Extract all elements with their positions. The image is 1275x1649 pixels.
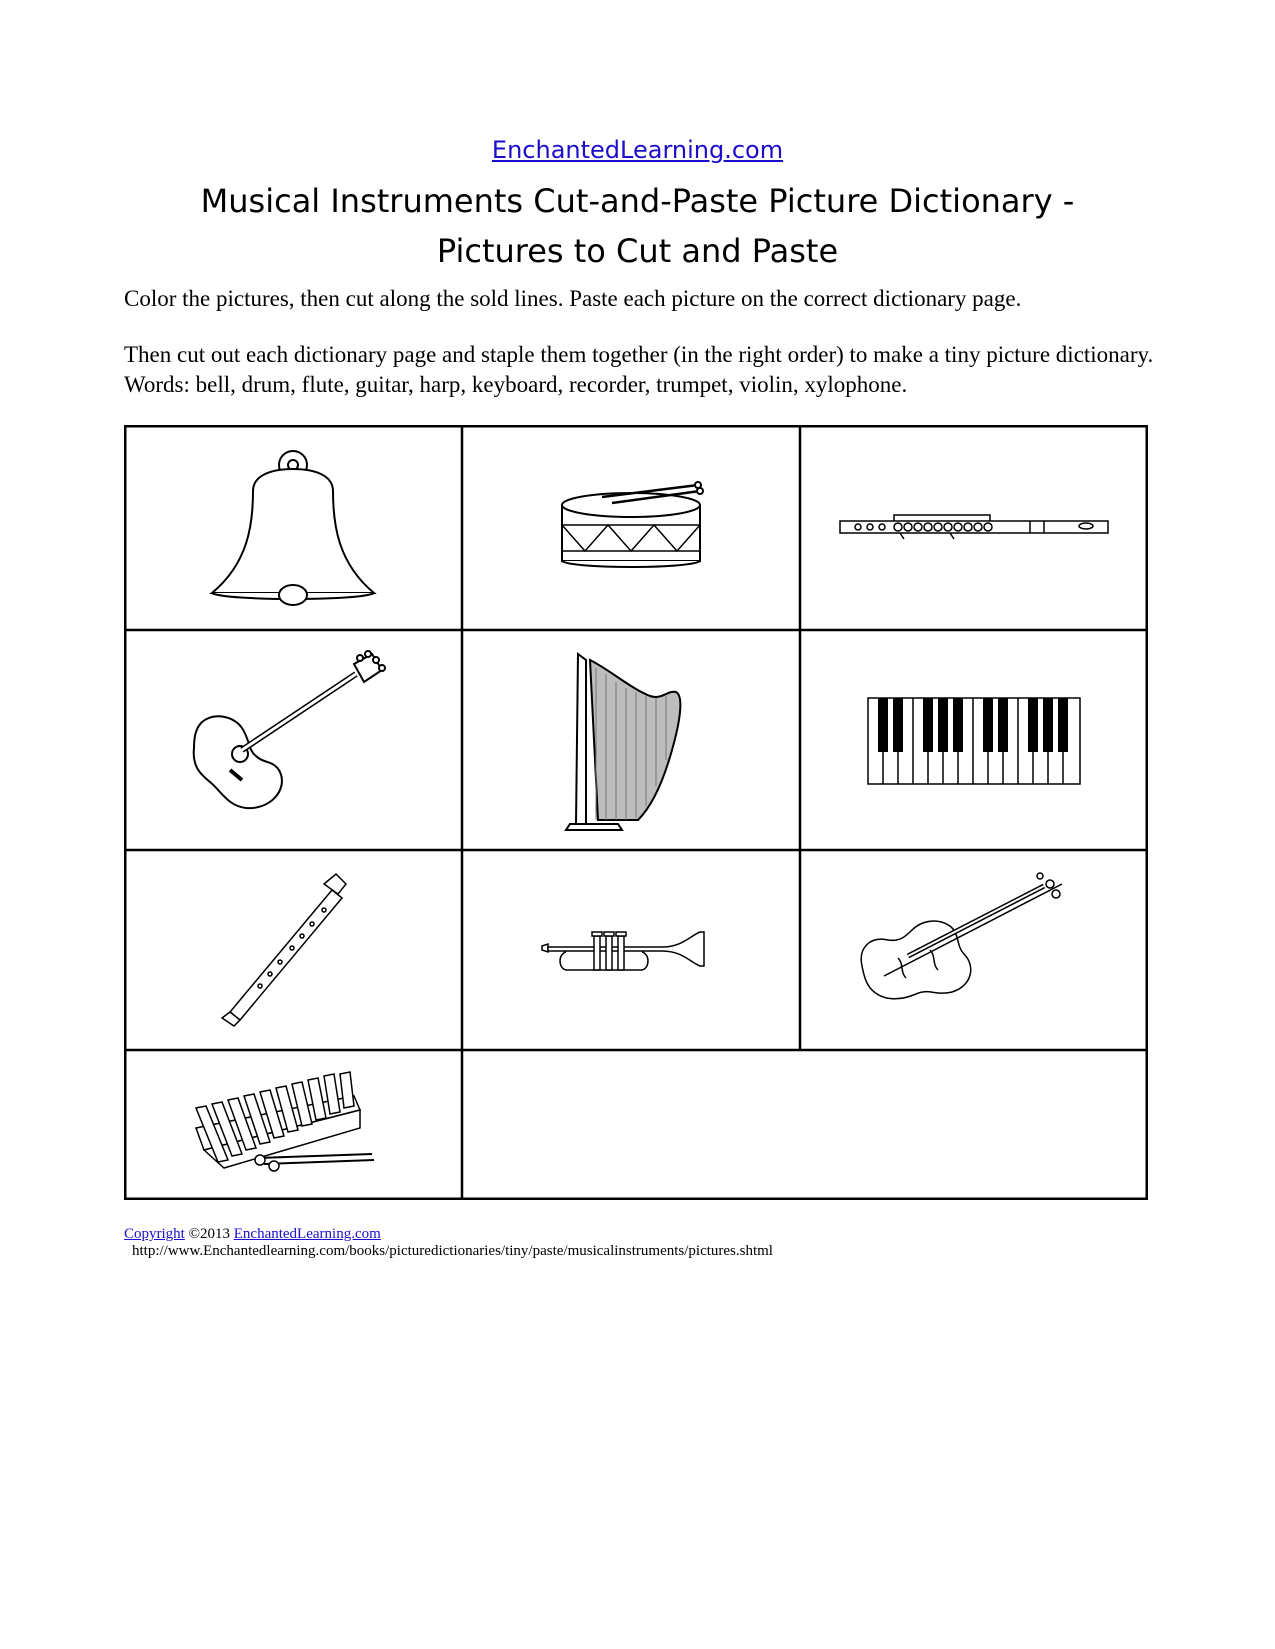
instructions-paragraph-1: Color the pictures, then cut along the sold lines. Paste each picture on the correct dictionary page. (124, 286, 1022, 311)
picture-grid (124, 425, 1148, 1200)
page-url: http://www.Enchantedlearning.com/books/picturedictionaries/tiny/paste/musicalinstruments/pictures.shtml (132, 1243, 773, 1259)
site-link[interactable]: EnchantedLearning.com (491, 136, 784, 164)
picture-cell-xylophone[interactable] (124, 1050, 462, 1200)
picture-cell-harp[interactable] (462, 630, 800, 850)
copyright-link[interactable]: Copyright (124, 1226, 185, 1242)
recorder-icon (124, 850, 462, 1050)
keyboard-icon (800, 630, 1148, 850)
picture-cell-trumpet[interactable] (462, 850, 800, 1050)
violin-icon (800, 850, 1148, 1050)
picture-cell-violin[interactable] (800, 850, 1148, 1050)
picture-cell-guitar[interactable] (124, 630, 462, 850)
picture-cell-drum[interactable] (462, 425, 800, 630)
footer (124, 1226, 773, 1260)
instructions-paragraph-2: Then cut out each dictionary page and staple them together (in the right order) to make a tiny picture dictionary. Words: bell, drum, flute, guitar, harp, keyboard, recorder, trumpet, violin, xylophone. (124, 342, 1154, 397)
drum-icon (462, 425, 800, 630)
xylophone-icon (124, 1050, 462, 1200)
page-title (120, 176, 1155, 276)
title-line-1: Musical Instruments Cut-and-Paste Picture Dictionary - (200, 182, 1075, 220)
picture-cell-recorder[interactable] (124, 850, 462, 1050)
title-line-2: Pictures to Cut and Paste (436, 232, 839, 270)
picture-cell-flute[interactable] (800, 425, 1148, 630)
guitar-icon (124, 630, 462, 850)
flute-icon (800, 425, 1148, 630)
bell-icon (124, 425, 462, 630)
harp-icon (462, 630, 800, 850)
footer-site-link[interactable]: EnchantedLearning.com (233, 1226, 381, 1242)
copyright-year: ©2013 (184, 1226, 234, 1242)
picture-cell-bell[interactable] (124, 425, 462, 630)
picture-cell-keyboard[interactable] (800, 630, 1148, 850)
trumpet-icon (462, 850, 800, 1050)
